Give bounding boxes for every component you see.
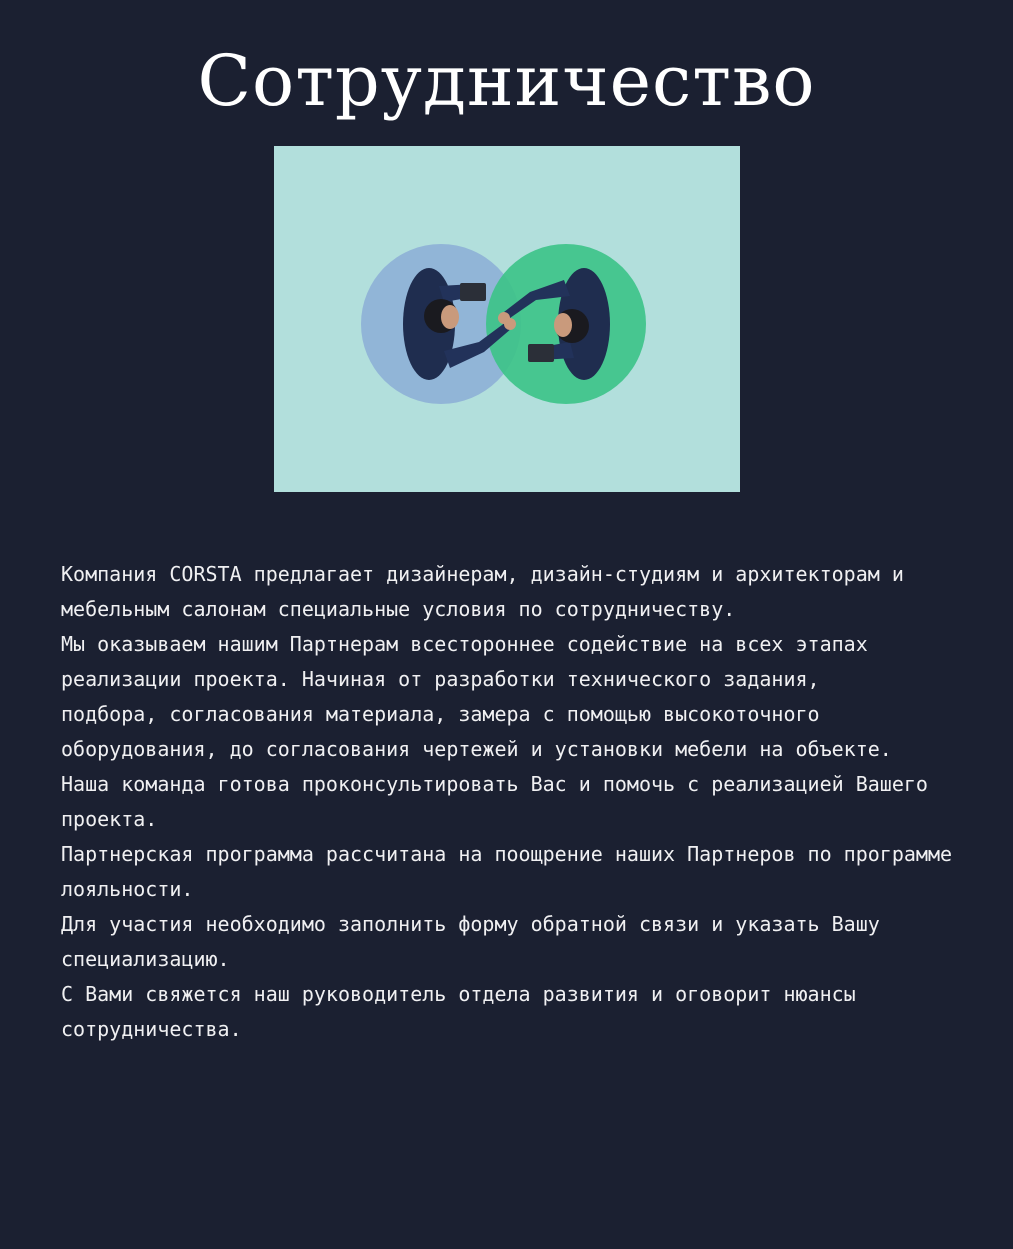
paragraph-program: Партнерская программа рассчитана на поощрение наших Партнеров по программе лояльности.: [61, 842, 953, 901]
paragraph-team: Наша команда готова проконсультировать Вас и помочь с реализацией Вашего проекта.: [61, 772, 928, 831]
partnership-description: [61, 557, 961, 1047]
paragraph-contact: С Вами свяжется наш руководитель отдела развития и оговорит нюансы сотрудничества.: [61, 982, 856, 1041]
paragraph-intro: Компания CORSTA предлагает дизайнерам, дизайн-студиям и архитекторам и мебельным салонам специальные условия по сотрудничеству.: [61, 562, 904, 621]
paragraph-participation: Для участия необходимо заполнить форму обратной связи и указать Вашу специализацию.: [61, 912, 880, 971]
page-title: Сотрудничество: [197, 40, 816, 122]
paragraph-support: Мы оказываем нашим Партнерам всестороннее содействие на всех этапах реализации проекта. Начиная от разработки технического задания,: [61, 632, 868, 691]
handshake-illustration-icon: [274, 146, 740, 492]
paragraph-stages: подбора, согласования материала, замера с помощью высокоточного оборудования, до согласования чертежей и установки мебели на объекте.: [61, 702, 892, 761]
hero-image: [274, 146, 740, 492]
